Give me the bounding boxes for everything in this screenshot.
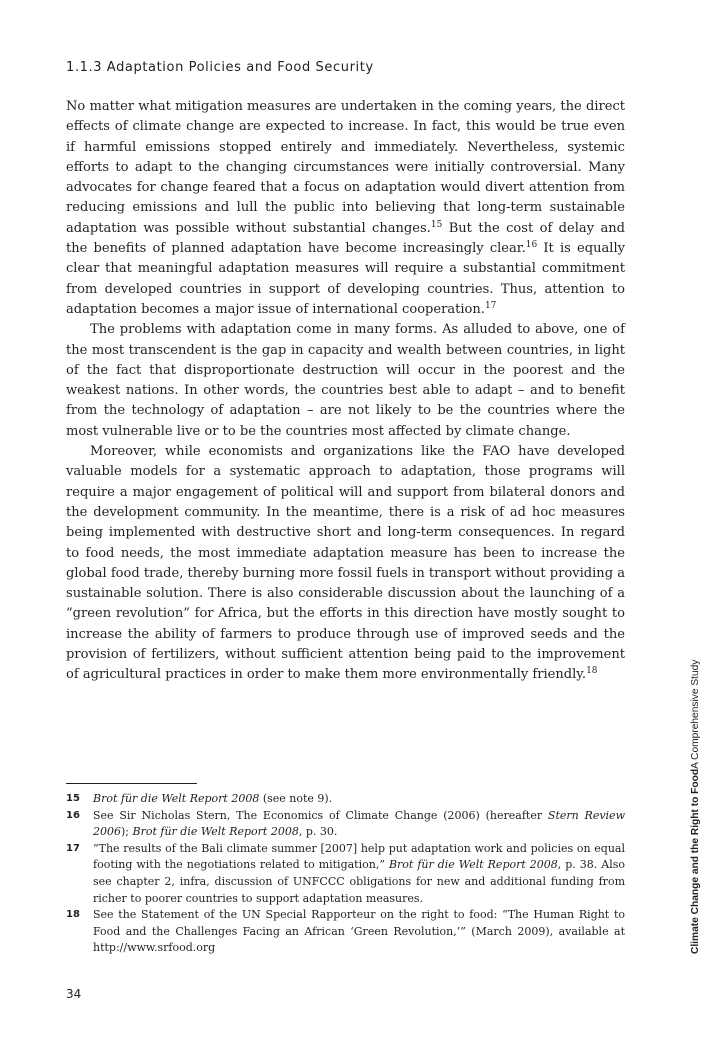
footnote-16-part-c: , p. 30. (298, 825, 338, 839)
running-title-main: Climate Change and the Right to Food (690, 768, 701, 954)
footnote-15-title: Brot für die Welt Report 2008 (93, 792, 260, 805)
paragraph-1 (66, 97, 625, 320)
page-number: 34 (66, 987, 82, 1001)
footnote-17-part-b: , p. 38. Also see chapter 2, infra, discussion of UNFCCC obligations for new and additional funding from richer to poorer countries to support adaptation measures. (93, 858, 626, 905)
footnote-16-title-1: Stern Review 2006 (93, 808, 625, 839)
footnote-divider (66, 783, 197, 784)
footnote-text: See the Statement of the UN Special Rapporteur on the right to food: “The Human Right to Food and the Challenges Facing an African ‘Green Revolution,’” (March 2009), available at http://www.srfood.org (93, 908, 625, 955)
footnote-text (93, 791, 625, 808)
section-heading: 1.1.3 Adaptation Policies and Food Security (66, 60, 374, 75)
paragraph-3 (66, 442, 625, 686)
footnote-number: 16 (66, 809, 80, 821)
paragraph-1-part-b: But the cost of delay and the benefits of planned adaptation have become increasingly clear. (66, 220, 625, 257)
footnote-18 (66, 907, 625, 957)
footnotes (66, 791, 625, 957)
footnote-16-part-a: See Sir Nicholas Stern, The Economics of Climate Change (2006) (hereafter (93, 808, 548, 822)
footnote-17-title: Brot für die Welt Report 2008 (388, 858, 558, 872)
footnote-number: 15 (66, 793, 80, 804)
paragraph-2: The problems with adaptation come in many forms. As alluded to above, one of the most transcendent is the gap in capacity and wealth between countries, in light of the fact that disproportionate destruction will occur in the poorest and the weakest nations. In other words, the countries best able to adapt – and to benefit from the technology of adaptation – are not likely to be the countries where the most vulnerable live or to be the countries most affected by climate change. (66, 322, 625, 439)
footnote-16 (66, 808, 625, 841)
footnote-ref-15[interactable]: 15 (430, 219, 443, 230)
paragraph-1-part-c: It is equally clear that meaningful adaptation measures will require a substantial commitment from developed countries in support of developing countries. Thus, attention to adaptation becomes a major issue of international cooperation. (66, 241, 625, 317)
footnote-15 (66, 791, 625, 808)
footnote-15-rest: (see note 9). (259, 792, 333, 805)
footnote-16-part-b: ); (121, 825, 133, 839)
running-title (690, 660, 701, 954)
running-title-subtitle: A Comprehensive Study (690, 659, 701, 769)
footnote-number: 17 (66, 842, 80, 854)
paragraph-1-part-a: No matter what mitigation measures are undertaken in the coming years, the direct effects of climate change are expected to increase. In fact, this would be true even if harmful emissions stopped entirely and immediately. Nevertheless, systemic efforts to adapt to the changing circumstances were initially controversial. Many advocates for change feared that a focus on adaptation would divert attention from reducing emissions and lull the public into believing that long-term sustainable adaptation was possible without substantial changes. (66, 99, 625, 236)
footnote-number: 18 (66, 909, 80, 921)
footnote-ref-17[interactable]: 17 (484, 300, 497, 311)
footnote-ref-16[interactable]: 16 (525, 240, 538, 251)
footnote-ref-18[interactable]: 18 (586, 666, 598, 677)
body-text (66, 97, 625, 686)
footnote-17 (66, 841, 625, 907)
footnote-text (93, 841, 625, 907)
footnote-16-title-2: Brot für die Welt Report 2008 (132, 825, 299, 839)
paragraph-3-text: Moreover, while economists and organizations like the FAO have developed valuable models for a systematic approach to adaptation, those programs will require a major engagement of political will and support from bilateral donors and the development community. In the meantime, there is a risk of ad hoc measures being implemented with destructive short and long-term consequences. In regard to food needs, the most immediate adaptation measure has been to increase the global food trade, thereby burning more fossil fuels in transport without providing a sustainable solution. There is also considerable discussion about the launching of a “green revolution” for Africa, but the efforts in this direction have mostly sought to increase the ability of farmers to produce through use of improved seeds and the provision of fertilizers, without sufficient attention being paid to the improvement of agricultural practices in order to make them more environmentally friendly. (66, 444, 625, 683)
footnote-text (93, 808, 625, 841)
footnote-17-part-a: “The results of the Bali climate summer [2007] help put adaptation work and policies on equal footing with the negotiations related to mitigation,” (93, 841, 625, 872)
